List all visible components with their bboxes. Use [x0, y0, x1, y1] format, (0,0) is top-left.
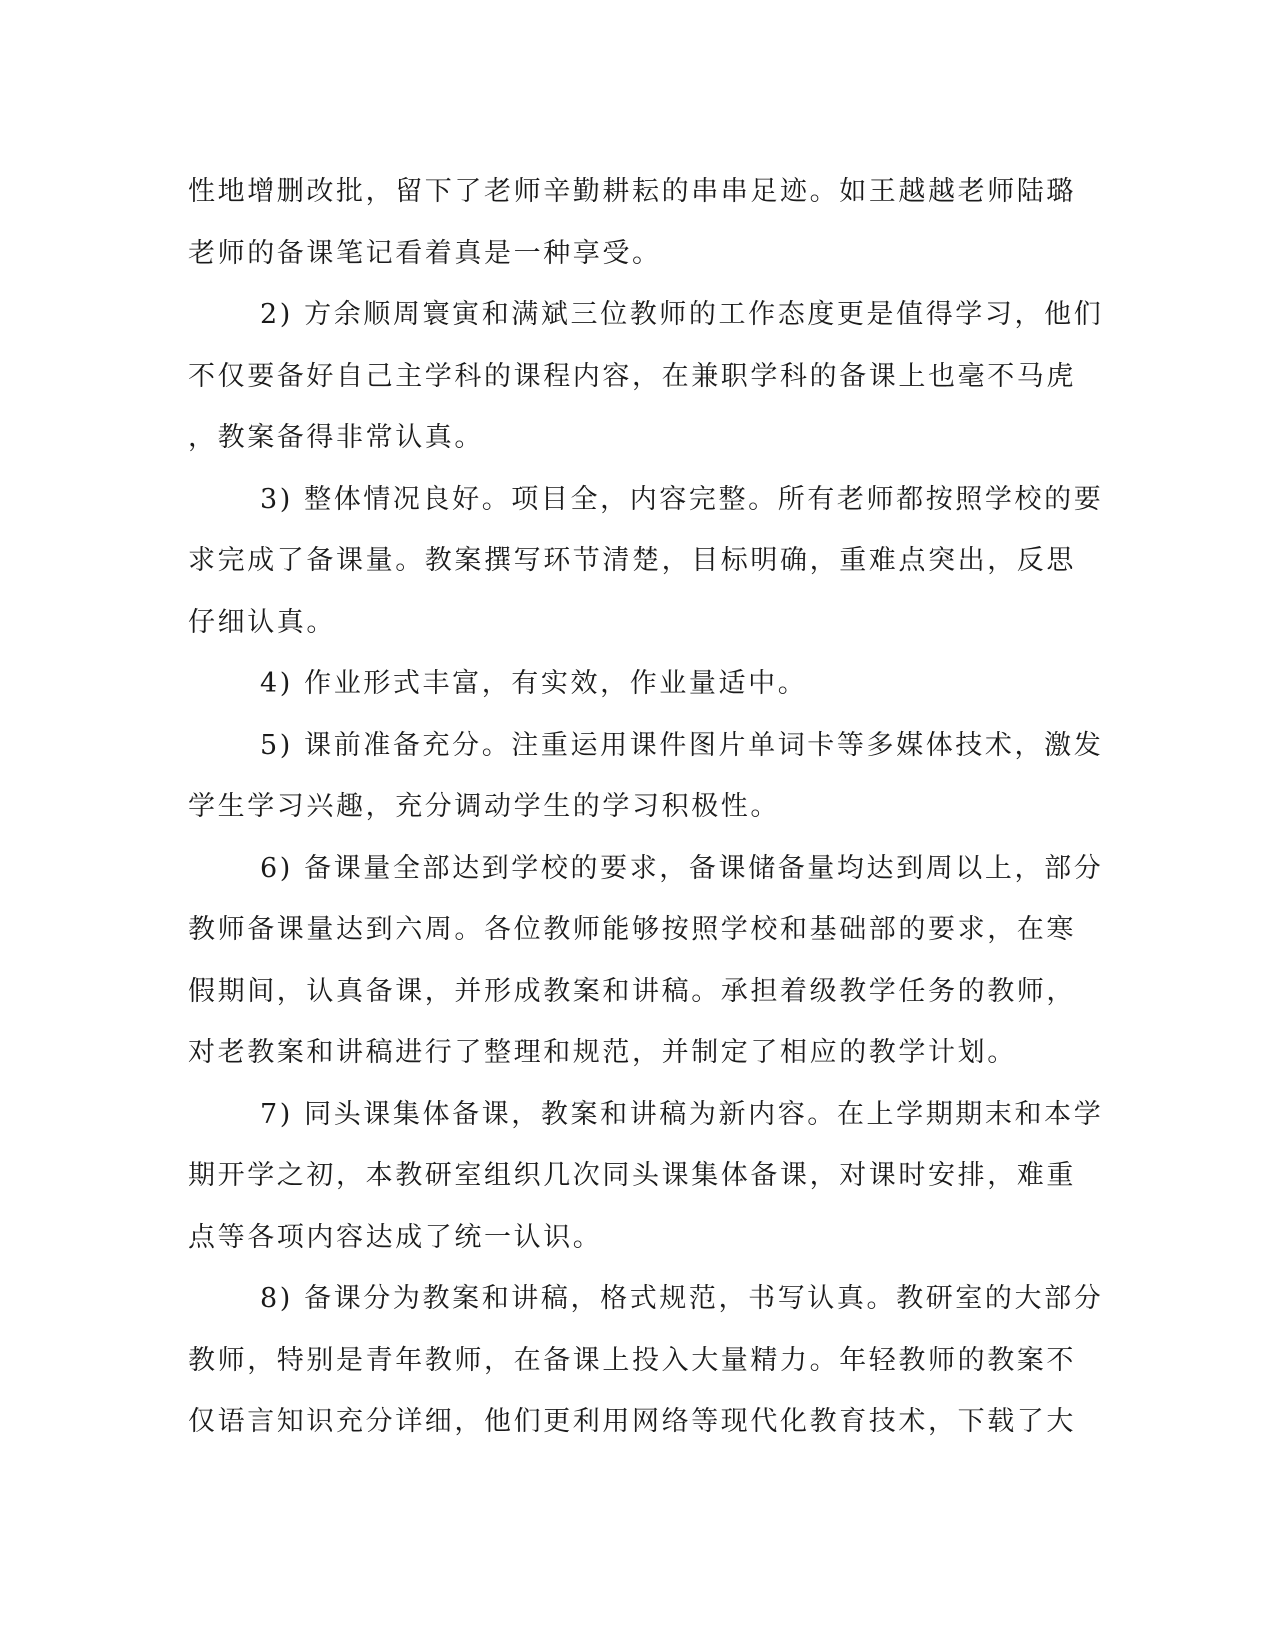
text-line: 仅语言知识充分详细，他们更利用网络等现代化教育技术，下载了大 [188, 1406, 1076, 1437]
text-line: 性地增删改批，留下了老师辛勤耕耘的串串足迹。如王越越老师陆璐 [188, 176, 1076, 207]
text-line: 教师，特别是青年教师，在备课上投入大量精力。年轻教师的教案不 [188, 1344, 1076, 1376]
text-line: 对老教案和讲稿进行了整理和规范，并制定了相应的教学计划。 [188, 1037, 1017, 1068]
text-line: 期开学之初，本教研室组织几次同头课集体备课，对课时安排，难重 [188, 1160, 1076, 1191]
paragraph-4-line-1: 4) 作业形式丰富，有实效，作业量适中。 [260, 668, 808, 699]
document-body [188, 161, 1104, 1453]
text-line: 假期间，认真备课，并形成教案和讲稿。承担着级教学任务的教师， [188, 975, 1076, 1007]
text-line: 求完成了备课量。教案撰写环节清楚，目标明确，重难点突出，反思 [188, 545, 1076, 576]
paragraph-2-line-1: 2) 方余顺周寰寅和满斌三位教师的工作态度更是值得学习，他们 [260, 299, 1104, 330]
text-line: ，教案备得非常认真。 [188, 422, 484, 453]
paragraph-6-line-1: 6) 备课量全部达到学校的要求，备课储备量均达到周以上，部分 [260, 852, 1104, 884]
text-line: 不仅要备好自己主学科的课程内容，在兼职学科的备课上也毫不马虎 [188, 360, 1076, 392]
text-line: 点等各项内容达成了统一认识。 [188, 1221, 603, 1253]
text-line: 老师的备课笔记看着真是一种享受。 [188, 237, 662, 269]
paragraph-3-line-1: 3) 整体情况良好。项目全，内容完整。所有老师都按照学校的要 [260, 483, 1104, 515]
text-line: 学生学习兴趣，充分调动学生的学习积极性。 [188, 791, 780, 822]
paragraph-5-line-1: 5) 课前准备充分。注重运用课件图片单词卡等多媒体技术，激发 [260, 729, 1104, 761]
paragraph-8-line-1: 8) 备课分为教案和讲稿，格式规范，书写认真。教研室的大部分 [260, 1283, 1104, 1314]
text-line: 仔细认真。 [188, 606, 336, 638]
paragraph-7-line-1: 7) 同头课集体备课，教案和讲稿为新内容。在上学期期末和本学 [260, 1098, 1104, 1130]
text-line: 教师备课量达到六周。各位教师能够按照学校和基础部的要求，在寒 [188, 914, 1076, 945]
